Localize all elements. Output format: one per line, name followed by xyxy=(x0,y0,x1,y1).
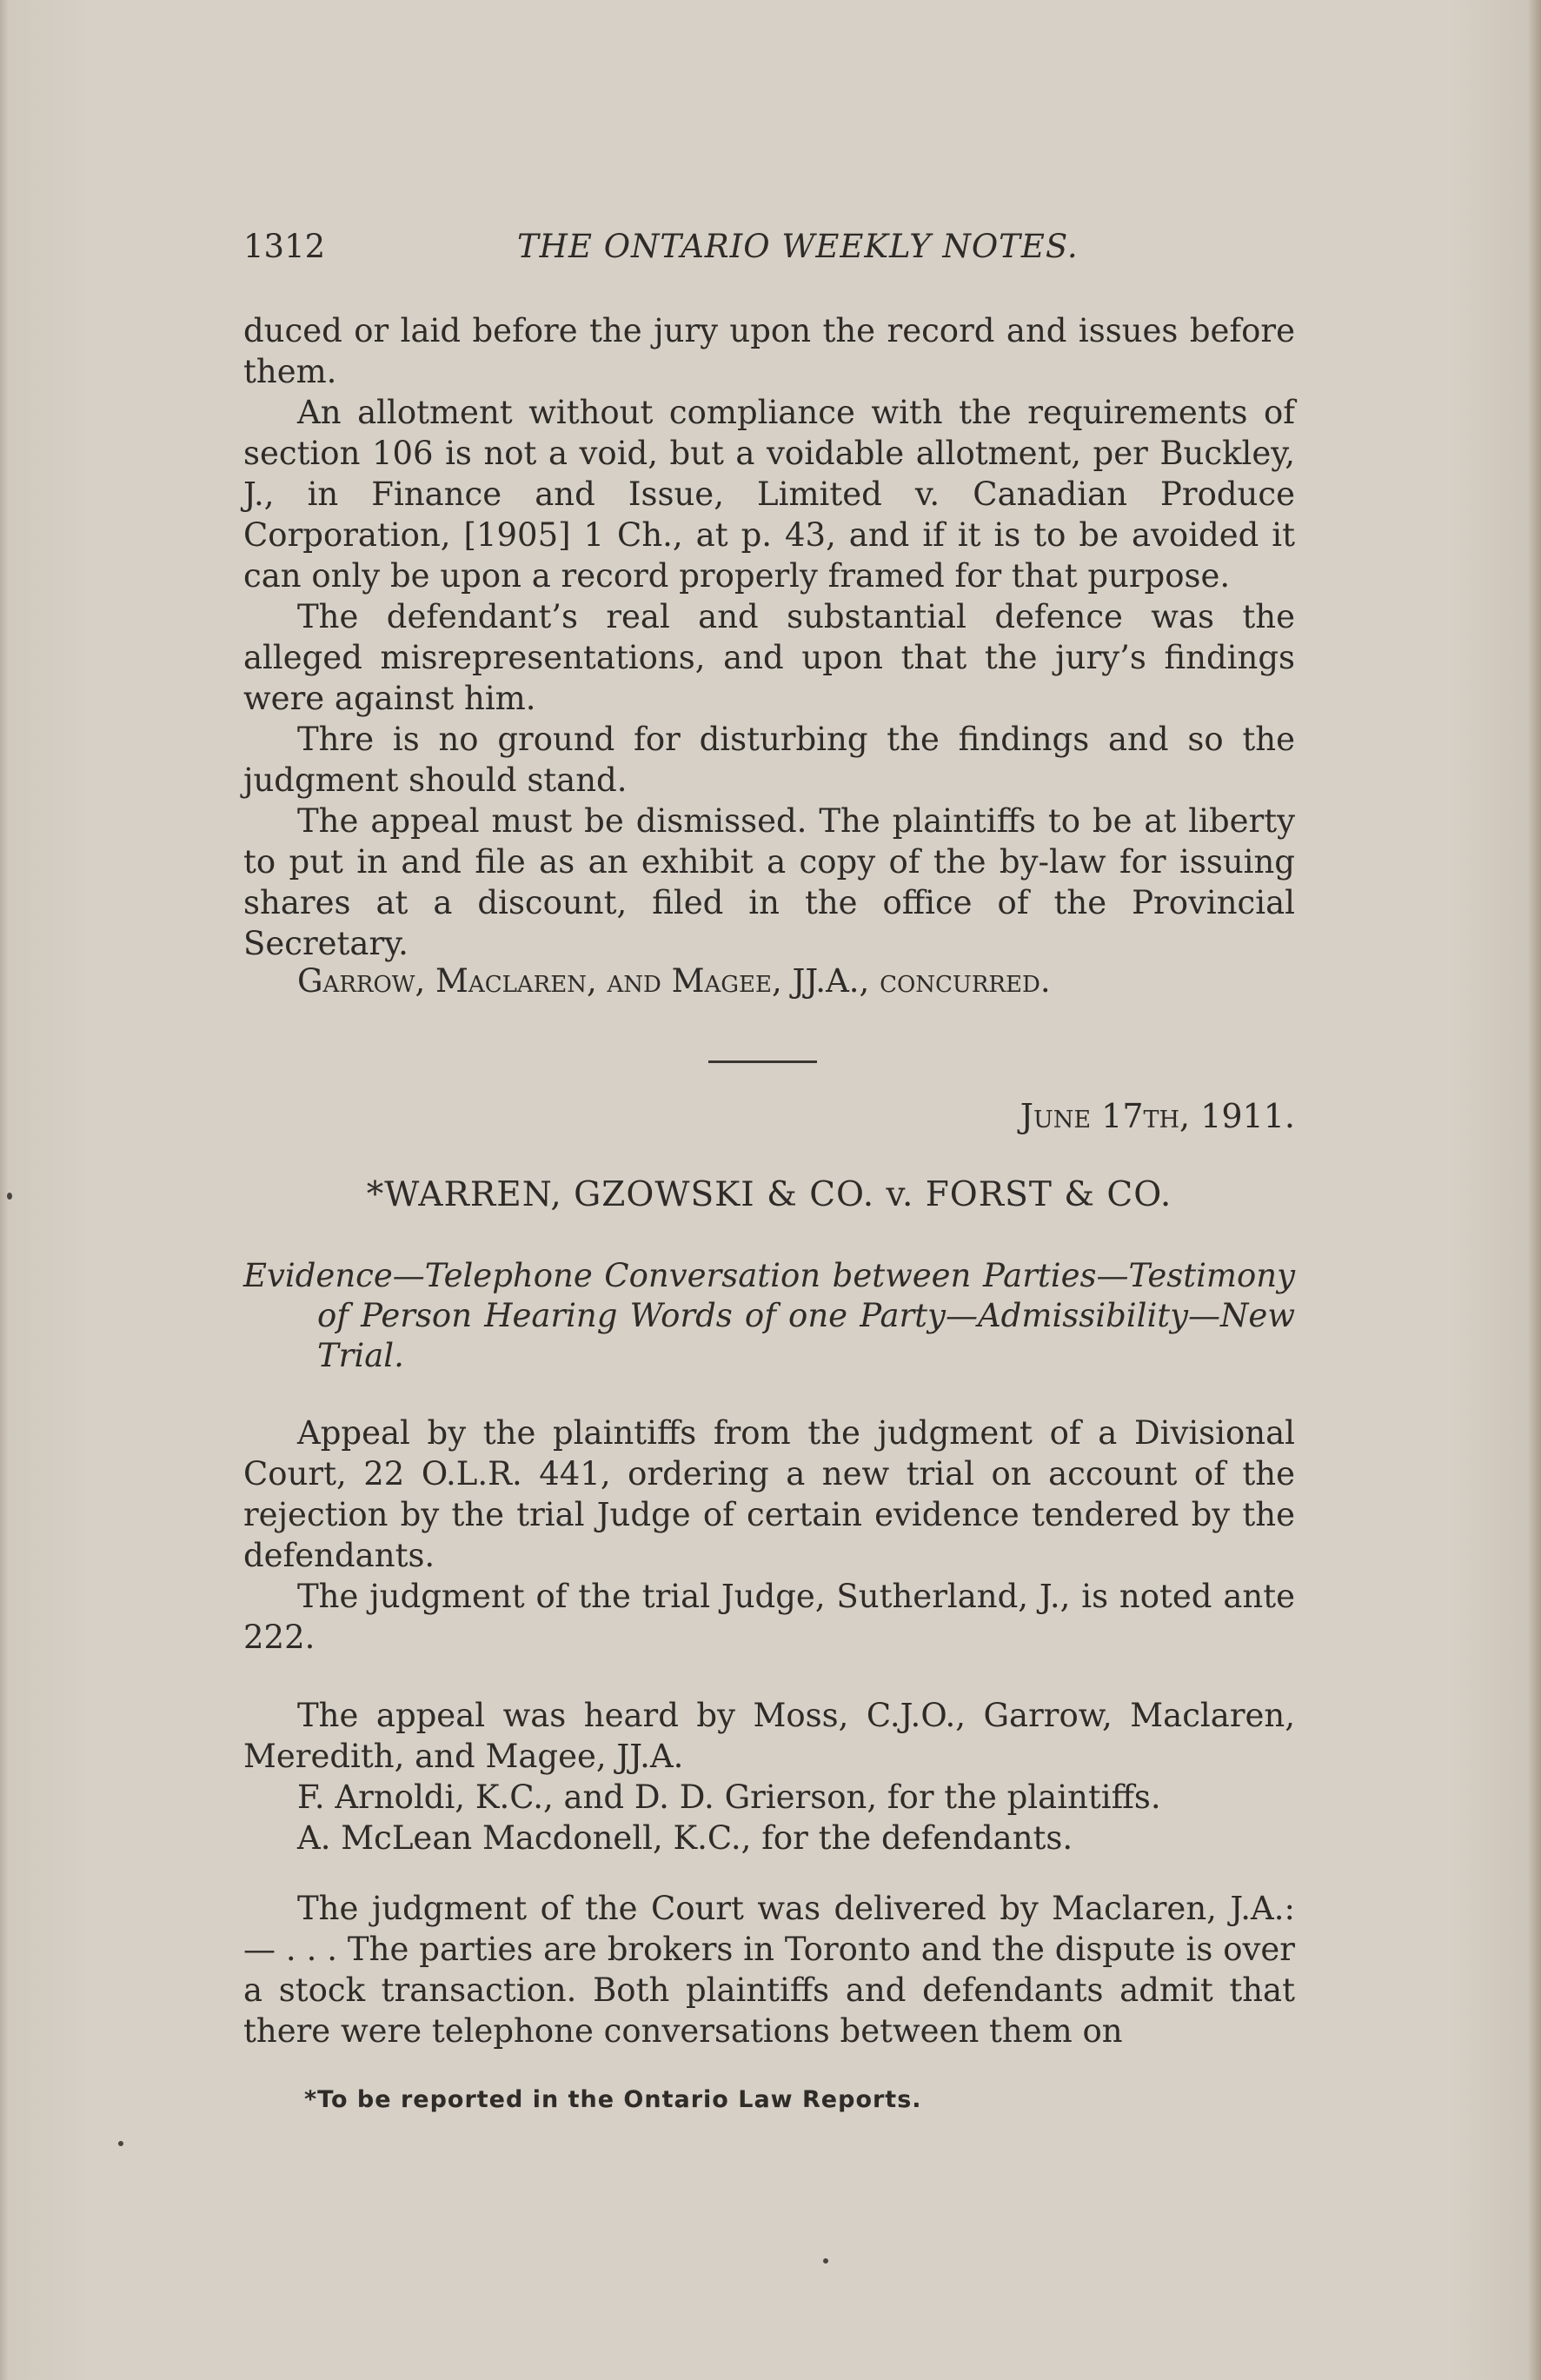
concurrence-line: Garrow, Maclaren, and Magee, JJ.A., concurred. xyxy=(297,962,1051,1000)
concurrence-block xyxy=(243,961,1295,1001)
judgment-text xyxy=(243,1888,1295,2051)
paragraph: The appeal must be dismissed. The plaintiffs to be at liberty to put in and file as an exhibit a copy of the by-law for issuing shares at a discount, filed in the office of the Provincial Secretary. xyxy=(243,802,1295,962)
intro-text xyxy=(243,1413,1295,1658)
paragraph: Thre is no ground for disturbing the findings and so the judgment should stand. xyxy=(243,721,1295,799)
page-edge-right xyxy=(1529,0,1541,2380)
footnote: *To be reported in the Ontario Law Reports. xyxy=(304,2086,922,2113)
hearing-text xyxy=(243,1695,1295,1858)
paragraph: The judgment of the trial Judge, Sutherland, J., is noted ante 222. xyxy=(243,1578,1295,1656)
paragraph: An allotment without compliance with the requirements of section 106 is not a void, but a voidable allotment, per Buckley, J., in Finance and Issue, Limited v. Canadian Produce Corporation, [1905] 1 Ch., at p. 43, and if it is to be avoided it can only be upon a record properly framed for that purpose. xyxy=(243,394,1295,595)
page-header xyxy=(243,228,1295,280)
paragraph: F. Arnoldi, K.C., and D. D. Grierson, for the plaintiffs. xyxy=(297,1778,1161,1816)
paper-speck xyxy=(118,2141,123,2146)
paragraph: The appeal was heard by Moss, C.J.O., Garrow, Maclaren, Meredith, and Magee, JJ.A. xyxy=(243,1697,1295,1775)
headnote: Evidence—Telephone Conversation between Parties—Testimony of Person Hearing Words of one Party—Admissibility—New Trial. xyxy=(243,1257,1295,1374)
paragraph: duced or laid before the jury upon the record and issues before them. xyxy=(243,312,1295,390)
paragraph: Appeal by the plaintiffs from the judgment of a Divisional Court, 22 O.L.R. 441, ordering a new trial on account of the rejection by the trial Judge of certain evidence tendered by the defendants. xyxy=(243,1414,1295,1574)
case-title: *WARREN, GZOWSKI & CO. v. FORST & CO. xyxy=(366,1175,1172,1214)
section-divider xyxy=(708,1060,817,1063)
paragraph: A. McLean Macdonell, K.C., for the defendants. xyxy=(297,1819,1073,1857)
running-title: THE ONTARIO WEEKLY NOTES. xyxy=(517,228,1079,265)
prior-case-text xyxy=(243,310,1295,964)
paper-speck xyxy=(7,1193,12,1200)
paper-speck xyxy=(823,2258,828,2264)
page-edge-left xyxy=(0,0,9,2380)
paragraph: The judgment of the Court was delivered by Maclaren, J.A.:— . . . The parties are brokers in Toronto and the dispute is over a stock transaction. Both plaintiffs and defendants admit that there were telephone conversations between them on xyxy=(243,1890,1295,2050)
page-number: 1312 xyxy=(243,228,326,265)
case-date: June 17th, 1911. xyxy=(1020,1097,1295,1135)
paragraph: The defendant’s real and substantial defence was the alleged misrepresentations, and upon that the jury’s findings were against him. xyxy=(243,598,1295,717)
